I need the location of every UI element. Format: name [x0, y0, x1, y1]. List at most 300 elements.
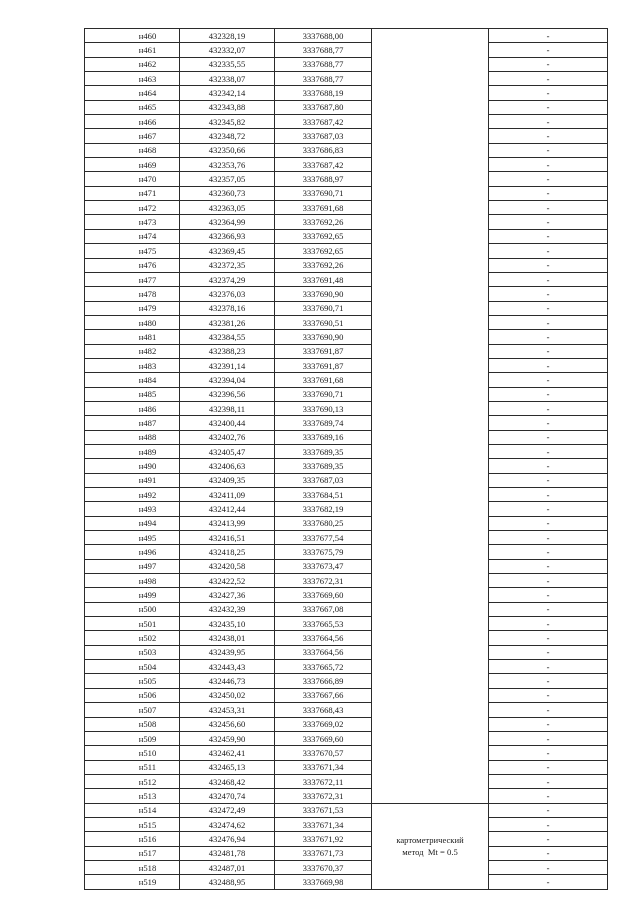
point-id-cell: н471 — [85, 186, 180, 200]
x-coord-cell: 432409,35 — [180, 473, 275, 487]
x-coord-cell: 432481,78 — [180, 846, 275, 860]
point-id-cell: н464 — [85, 86, 180, 100]
table-row — [85, 789, 608, 803]
value-cell: - — [489, 287, 608, 301]
point-id-cell: н486 — [85, 401, 180, 415]
point-id-cell: н499 — [85, 588, 180, 602]
value-cell: - — [489, 258, 608, 272]
x-coord-cell: 432378,16 — [180, 301, 275, 315]
value-cell: - — [489, 86, 608, 100]
point-id-cell: н505 — [85, 674, 180, 688]
x-coord-cell: 432388,23 — [180, 344, 275, 358]
y-coord-cell: 3337665,72 — [275, 660, 372, 674]
table-row — [85, 502, 608, 516]
y-coord-cell: 3337690,13 — [275, 401, 372, 415]
value-cell: - — [489, 315, 608, 329]
point-id-cell: н468 — [85, 143, 180, 157]
table-row — [85, 373, 608, 387]
point-id-cell: н490 — [85, 459, 180, 473]
value-cell: - — [489, 846, 608, 860]
y-coord-cell: 3337691,87 — [275, 344, 372, 358]
value-cell: - — [489, 444, 608, 458]
point-id-cell: н461 — [85, 43, 180, 57]
x-coord-cell: 432474,62 — [180, 817, 275, 831]
value-cell: - — [489, 746, 608, 760]
x-coord-cell: 432413,99 — [180, 516, 275, 530]
value-cell: - — [489, 272, 608, 286]
y-coord-cell: 3337665,53 — [275, 617, 372, 631]
y-coord-cell: 3337670,57 — [275, 746, 372, 760]
y-coord-cell: 3337688,19 — [275, 86, 372, 100]
point-id-cell: н506 — [85, 688, 180, 702]
value-cell: - — [489, 860, 608, 874]
point-id-cell: н484 — [85, 373, 180, 387]
y-coord-cell: 3337675,79 — [275, 545, 372, 559]
x-coord-cell: 432450,02 — [180, 688, 275, 702]
table-row — [85, 760, 608, 774]
y-coord-cell: 3337687,03 — [275, 473, 372, 487]
coordinates-table-body — [85, 29, 608, 890]
value-cell: - — [489, 201, 608, 215]
point-id-cell: н488 — [85, 430, 180, 444]
value-cell: - — [489, 660, 608, 674]
y-coord-cell: 3337672,31 — [275, 574, 372, 588]
table-row — [85, 488, 608, 502]
value-cell: - — [489, 401, 608, 415]
value-cell: - — [489, 817, 608, 831]
value-cell: - — [489, 43, 608, 57]
point-id-cell: н497 — [85, 559, 180, 573]
y-coord-cell: 3337670,37 — [275, 860, 372, 874]
y-coord-cell: 3337691,68 — [275, 373, 372, 387]
y-coord-cell: 3337673,47 — [275, 559, 372, 573]
point-id-cell: н510 — [85, 746, 180, 760]
value-cell: - — [489, 344, 608, 358]
y-coord-cell: 3337690,71 — [275, 186, 372, 200]
y-coord-cell: 3337671,34 — [275, 760, 372, 774]
x-coord-cell: 432372,35 — [180, 258, 275, 272]
x-coord-cell: 432376,03 — [180, 287, 275, 301]
point-id-cell: н481 — [85, 330, 180, 344]
point-id-cell: н476 — [85, 258, 180, 272]
point-id-cell: н511 — [85, 760, 180, 774]
y-coord-cell: 3337692,26 — [275, 215, 372, 229]
table-row — [85, 645, 608, 659]
table-row — [85, 129, 608, 143]
y-coord-cell: 3337689,74 — [275, 416, 372, 430]
y-coord-cell: 3337690,90 — [275, 330, 372, 344]
y-coord-cell: 3337687,42 — [275, 115, 372, 129]
x-coord-cell: 432465,13 — [180, 760, 275, 774]
y-coord-cell: 3337688,77 — [275, 57, 372, 71]
y-coord-cell: 3337689,35 — [275, 459, 372, 473]
x-coord-cell: 432432,39 — [180, 602, 275, 616]
table-row — [85, 746, 608, 760]
y-coord-cell: 3337692,65 — [275, 244, 372, 258]
x-coord-cell: 432345,82 — [180, 115, 275, 129]
value-cell: - — [489, 631, 608, 645]
y-coord-cell: 3337668,43 — [275, 703, 372, 717]
y-coord-cell: 3337684,51 — [275, 488, 372, 502]
table-row — [85, 774, 608, 788]
y-coord-cell: 3337671,73 — [275, 846, 372, 860]
point-id-cell: н487 — [85, 416, 180, 430]
x-coord-cell: 432363,05 — [180, 201, 275, 215]
y-coord-cell: 3337690,71 — [275, 301, 372, 315]
y-coord-cell: 3337686,83 — [275, 143, 372, 157]
point-id-cell: н513 — [85, 789, 180, 803]
y-coord-cell: 3337672,31 — [275, 789, 372, 803]
value-cell: - — [489, 645, 608, 659]
table-row — [85, 201, 608, 215]
table-row — [85, 846, 608, 860]
table-row — [85, 444, 608, 458]
table-row — [85, 358, 608, 372]
table-row — [85, 531, 608, 545]
y-coord-cell: 3337692,26 — [275, 258, 372, 272]
x-coord-cell: 432488,95 — [180, 875, 275, 889]
value-cell: - — [489, 430, 608, 444]
x-coord-cell: 432369,45 — [180, 244, 275, 258]
y-coord-cell: 3337672,11 — [275, 774, 372, 788]
x-coord-cell: 432427,36 — [180, 588, 275, 602]
y-coord-cell: 3337669,60 — [275, 588, 372, 602]
table-row — [85, 186, 608, 200]
point-id-cell: н512 — [85, 774, 180, 788]
table-row — [85, 617, 608, 631]
y-coord-cell: 3337689,35 — [275, 444, 372, 458]
value-cell: - — [489, 215, 608, 229]
y-coord-cell: 3337687,03 — [275, 129, 372, 143]
value-cell: - — [489, 832, 608, 846]
x-coord-cell: 432394,04 — [180, 373, 275, 387]
y-coord-cell: 3337691,48 — [275, 272, 372, 286]
x-coord-cell: 432396,56 — [180, 387, 275, 401]
point-id-cell: н478 — [85, 287, 180, 301]
table-row — [85, 875, 608, 889]
coordinates-table — [84, 28, 608, 890]
x-coord-cell: 432381,26 — [180, 315, 275, 329]
x-coord-cell: 432472,49 — [180, 803, 275, 817]
x-coord-cell: 432446,73 — [180, 674, 275, 688]
point-id-cell: н485 — [85, 387, 180, 401]
point-id-cell: н473 — [85, 215, 180, 229]
x-coord-cell: 432364,99 — [180, 215, 275, 229]
table-row — [85, 559, 608, 573]
table-row — [85, 301, 608, 315]
value-cell: - — [489, 373, 608, 387]
x-coord-cell: 432384,55 — [180, 330, 275, 344]
point-id-cell: н466 — [85, 115, 180, 129]
method-line-2: метод Mt = 0.5 — [402, 847, 458, 858]
table-row — [85, 602, 608, 616]
point-id-cell: н479 — [85, 301, 180, 315]
value-cell: - — [489, 115, 608, 129]
x-coord-cell: 432468,42 — [180, 774, 275, 788]
point-id-cell: н460 — [85, 29, 180, 43]
point-id-cell: н496 — [85, 545, 180, 559]
value-cell: - — [489, 803, 608, 817]
x-coord-cell: 432456,60 — [180, 717, 275, 731]
table-row — [85, 803, 608, 817]
table-row — [85, 588, 608, 602]
x-coord-cell: 432366,93 — [180, 229, 275, 243]
x-coord-cell: 432459,90 — [180, 731, 275, 745]
y-coord-cell: 3337688,77 — [275, 43, 372, 57]
value-cell: - — [489, 617, 608, 631]
point-id-cell: н517 — [85, 846, 180, 860]
table-row — [85, 688, 608, 702]
x-coord-cell: 432412,44 — [180, 502, 275, 516]
y-coord-cell: 3337671,53 — [275, 803, 372, 817]
table-row — [85, 86, 608, 100]
x-coord-cell: 432400,44 — [180, 416, 275, 430]
y-coord-cell: 3337667,66 — [275, 688, 372, 702]
table-row — [85, 459, 608, 473]
value-cell: - — [489, 588, 608, 602]
y-coord-cell: 3337689,16 — [275, 430, 372, 444]
table-row — [85, 660, 608, 674]
y-coord-cell: 3337687,42 — [275, 158, 372, 172]
value-cell: - — [489, 172, 608, 186]
x-coord-cell: 432343,88 — [180, 100, 275, 114]
table-row — [85, 215, 608, 229]
blank-merged-cell — [372, 29, 489, 804]
table-row — [85, 574, 608, 588]
point-id-cell: н514 — [85, 803, 180, 817]
value-cell: - — [489, 875, 608, 889]
table-row — [85, 344, 608, 358]
table-row — [85, 43, 608, 57]
table-row — [85, 516, 608, 530]
x-coord-cell: 432353,76 — [180, 158, 275, 172]
table-row — [85, 100, 608, 114]
value-cell: - — [489, 760, 608, 774]
table-row — [85, 72, 608, 86]
point-id-cell: н509 — [85, 731, 180, 745]
table-row — [85, 860, 608, 874]
y-coord-cell: 3337664,56 — [275, 645, 372, 659]
value-cell: - — [489, 143, 608, 157]
x-coord-cell: 432348,72 — [180, 129, 275, 143]
point-id-cell: н469 — [85, 158, 180, 172]
value-cell: - — [489, 674, 608, 688]
x-coord-cell: 432357,05 — [180, 172, 275, 186]
table-row — [85, 631, 608, 645]
value-cell: - — [489, 574, 608, 588]
value-cell: - — [489, 703, 608, 717]
table-row — [85, 416, 608, 430]
x-coord-cell: 432405,47 — [180, 444, 275, 458]
value-cell: - — [489, 330, 608, 344]
x-coord-cell: 432435,10 — [180, 617, 275, 631]
value-cell: - — [489, 301, 608, 315]
y-coord-cell: 3337669,98 — [275, 875, 372, 889]
x-coord-cell: 432332,07 — [180, 43, 275, 57]
y-coord-cell: 3337664,56 — [275, 631, 372, 645]
table-row — [85, 258, 608, 272]
x-coord-cell: 432328,19 — [180, 29, 275, 43]
value-cell: - — [489, 100, 608, 114]
value-cell: - — [489, 186, 608, 200]
x-coord-cell: 432438,01 — [180, 631, 275, 645]
y-coord-cell: 3337688,77 — [275, 72, 372, 86]
point-id-cell: н508 — [85, 717, 180, 731]
value-cell: - — [489, 459, 608, 473]
y-coord-cell: 3337680,25 — [275, 516, 372, 530]
table-row — [85, 315, 608, 329]
point-id-cell: н480 — [85, 315, 180, 329]
y-coord-cell: 3337692,65 — [275, 229, 372, 243]
point-id-cell: н474 — [85, 229, 180, 243]
point-id-cell: н503 — [85, 645, 180, 659]
y-coord-cell: 3337690,90 — [275, 287, 372, 301]
value-cell: - — [489, 559, 608, 573]
y-coord-cell: 3337690,51 — [275, 315, 372, 329]
x-coord-cell: 432374,29 — [180, 272, 275, 286]
x-coord-cell: 432350,66 — [180, 143, 275, 157]
point-id-cell: н470 — [85, 172, 180, 186]
point-id-cell: н492 — [85, 488, 180, 502]
table-row — [85, 473, 608, 487]
table-row — [85, 29, 608, 43]
method-cell — [372, 803, 489, 889]
point-id-cell: н489 — [85, 444, 180, 458]
y-coord-cell: 3337669,02 — [275, 717, 372, 731]
y-coord-cell: 3337671,92 — [275, 832, 372, 846]
table-row — [85, 430, 608, 444]
x-coord-cell: 432439,95 — [180, 645, 275, 659]
x-coord-cell: 432453,31 — [180, 703, 275, 717]
point-id-cell: н483 — [85, 358, 180, 372]
y-coord-cell: 3337690,71 — [275, 387, 372, 401]
table-row — [85, 172, 608, 186]
x-coord-cell: 432422,52 — [180, 574, 275, 588]
point-id-cell: н467 — [85, 129, 180, 143]
value-cell: - — [489, 688, 608, 702]
value-cell: - — [489, 129, 608, 143]
value-cell: - — [489, 502, 608, 516]
point-id-cell: н504 — [85, 660, 180, 674]
value-cell: - — [489, 158, 608, 172]
point-id-cell: н493 — [85, 502, 180, 516]
table-row — [85, 703, 608, 717]
value-cell: - — [489, 531, 608, 545]
value-cell: - — [489, 488, 608, 502]
x-coord-cell: 432402,76 — [180, 430, 275, 444]
x-coord-cell: 432360,73 — [180, 186, 275, 200]
table-row — [85, 158, 608, 172]
value-cell: - — [489, 57, 608, 71]
y-coord-cell: 3337688,97 — [275, 172, 372, 186]
point-id-cell: н482 — [85, 344, 180, 358]
table-row — [85, 401, 608, 415]
point-id-cell: н472 — [85, 201, 180, 215]
value-cell: - — [489, 717, 608, 731]
table-row — [85, 143, 608, 157]
table-row — [85, 229, 608, 243]
table-row — [85, 115, 608, 129]
point-id-cell: н502 — [85, 631, 180, 645]
y-coord-cell: 3337682,19 — [275, 502, 372, 516]
point-id-cell: н516 — [85, 832, 180, 846]
y-coord-cell: 3337666,89 — [275, 674, 372, 688]
point-id-cell: н463 — [85, 72, 180, 86]
x-coord-cell: 432443,43 — [180, 660, 275, 674]
point-id-cell: н494 — [85, 516, 180, 530]
table-row — [85, 674, 608, 688]
y-coord-cell: 3337688,00 — [275, 29, 372, 43]
value-cell: - — [489, 602, 608, 616]
y-coord-cell: 3337677,54 — [275, 531, 372, 545]
table-row — [85, 832, 608, 846]
x-coord-cell: 432462,41 — [180, 746, 275, 760]
y-coord-cell: 3337669,60 — [275, 731, 372, 745]
point-id-cell: н465 — [85, 100, 180, 114]
x-coord-cell: 432406,63 — [180, 459, 275, 473]
table-row — [85, 57, 608, 71]
x-coord-cell: 432342,14 — [180, 86, 275, 100]
point-id-cell: н518 — [85, 860, 180, 874]
x-coord-cell: 432391,14 — [180, 358, 275, 372]
table-row — [85, 272, 608, 286]
x-coord-cell: 432487,01 — [180, 860, 275, 874]
value-cell: - — [489, 731, 608, 745]
value-cell: - — [489, 789, 608, 803]
value-cell: - — [489, 473, 608, 487]
point-id-cell: н498 — [85, 574, 180, 588]
value-cell: - — [489, 774, 608, 788]
point-id-cell: н462 — [85, 57, 180, 71]
table-row — [85, 731, 608, 745]
x-coord-cell: 432398,11 — [180, 401, 275, 415]
point-id-cell: н501 — [85, 617, 180, 631]
y-coord-cell: 3337667,08 — [275, 602, 372, 616]
point-id-cell: н495 — [85, 531, 180, 545]
point-id-cell: н507 — [85, 703, 180, 717]
x-coord-cell: 432420,58 — [180, 559, 275, 573]
table-row — [85, 330, 608, 344]
method-line-1: картометрический — [396, 835, 464, 846]
point-id-cell: н500 — [85, 602, 180, 616]
y-coord-cell: 3337687,80 — [275, 100, 372, 114]
value-cell: - — [489, 516, 608, 530]
point-id-cell: н477 — [85, 272, 180, 286]
x-coord-cell: 432416,51 — [180, 531, 275, 545]
table-row — [85, 717, 608, 731]
point-id-cell: н475 — [85, 244, 180, 258]
y-coord-cell: 3337671,34 — [275, 817, 372, 831]
value-cell: - — [489, 72, 608, 86]
table-row — [85, 287, 608, 301]
value-cell: - — [489, 229, 608, 243]
y-coord-cell: 3337691,87 — [275, 358, 372, 372]
x-coord-cell: 432411,09 — [180, 488, 275, 502]
table-row — [85, 817, 608, 831]
value-cell: - — [489, 545, 608, 559]
y-coord-cell: 3337691,68 — [275, 201, 372, 215]
table-row — [85, 387, 608, 401]
table-row — [85, 545, 608, 559]
value-cell: - — [489, 416, 608, 430]
x-coord-cell: 432338,07 — [180, 72, 275, 86]
value-cell: - — [489, 29, 608, 43]
point-id-cell: н491 — [85, 473, 180, 487]
value-cell: - — [489, 244, 608, 258]
table-row — [85, 244, 608, 258]
x-coord-cell: 432418,25 — [180, 545, 275, 559]
x-coord-cell: 432476,94 — [180, 832, 275, 846]
